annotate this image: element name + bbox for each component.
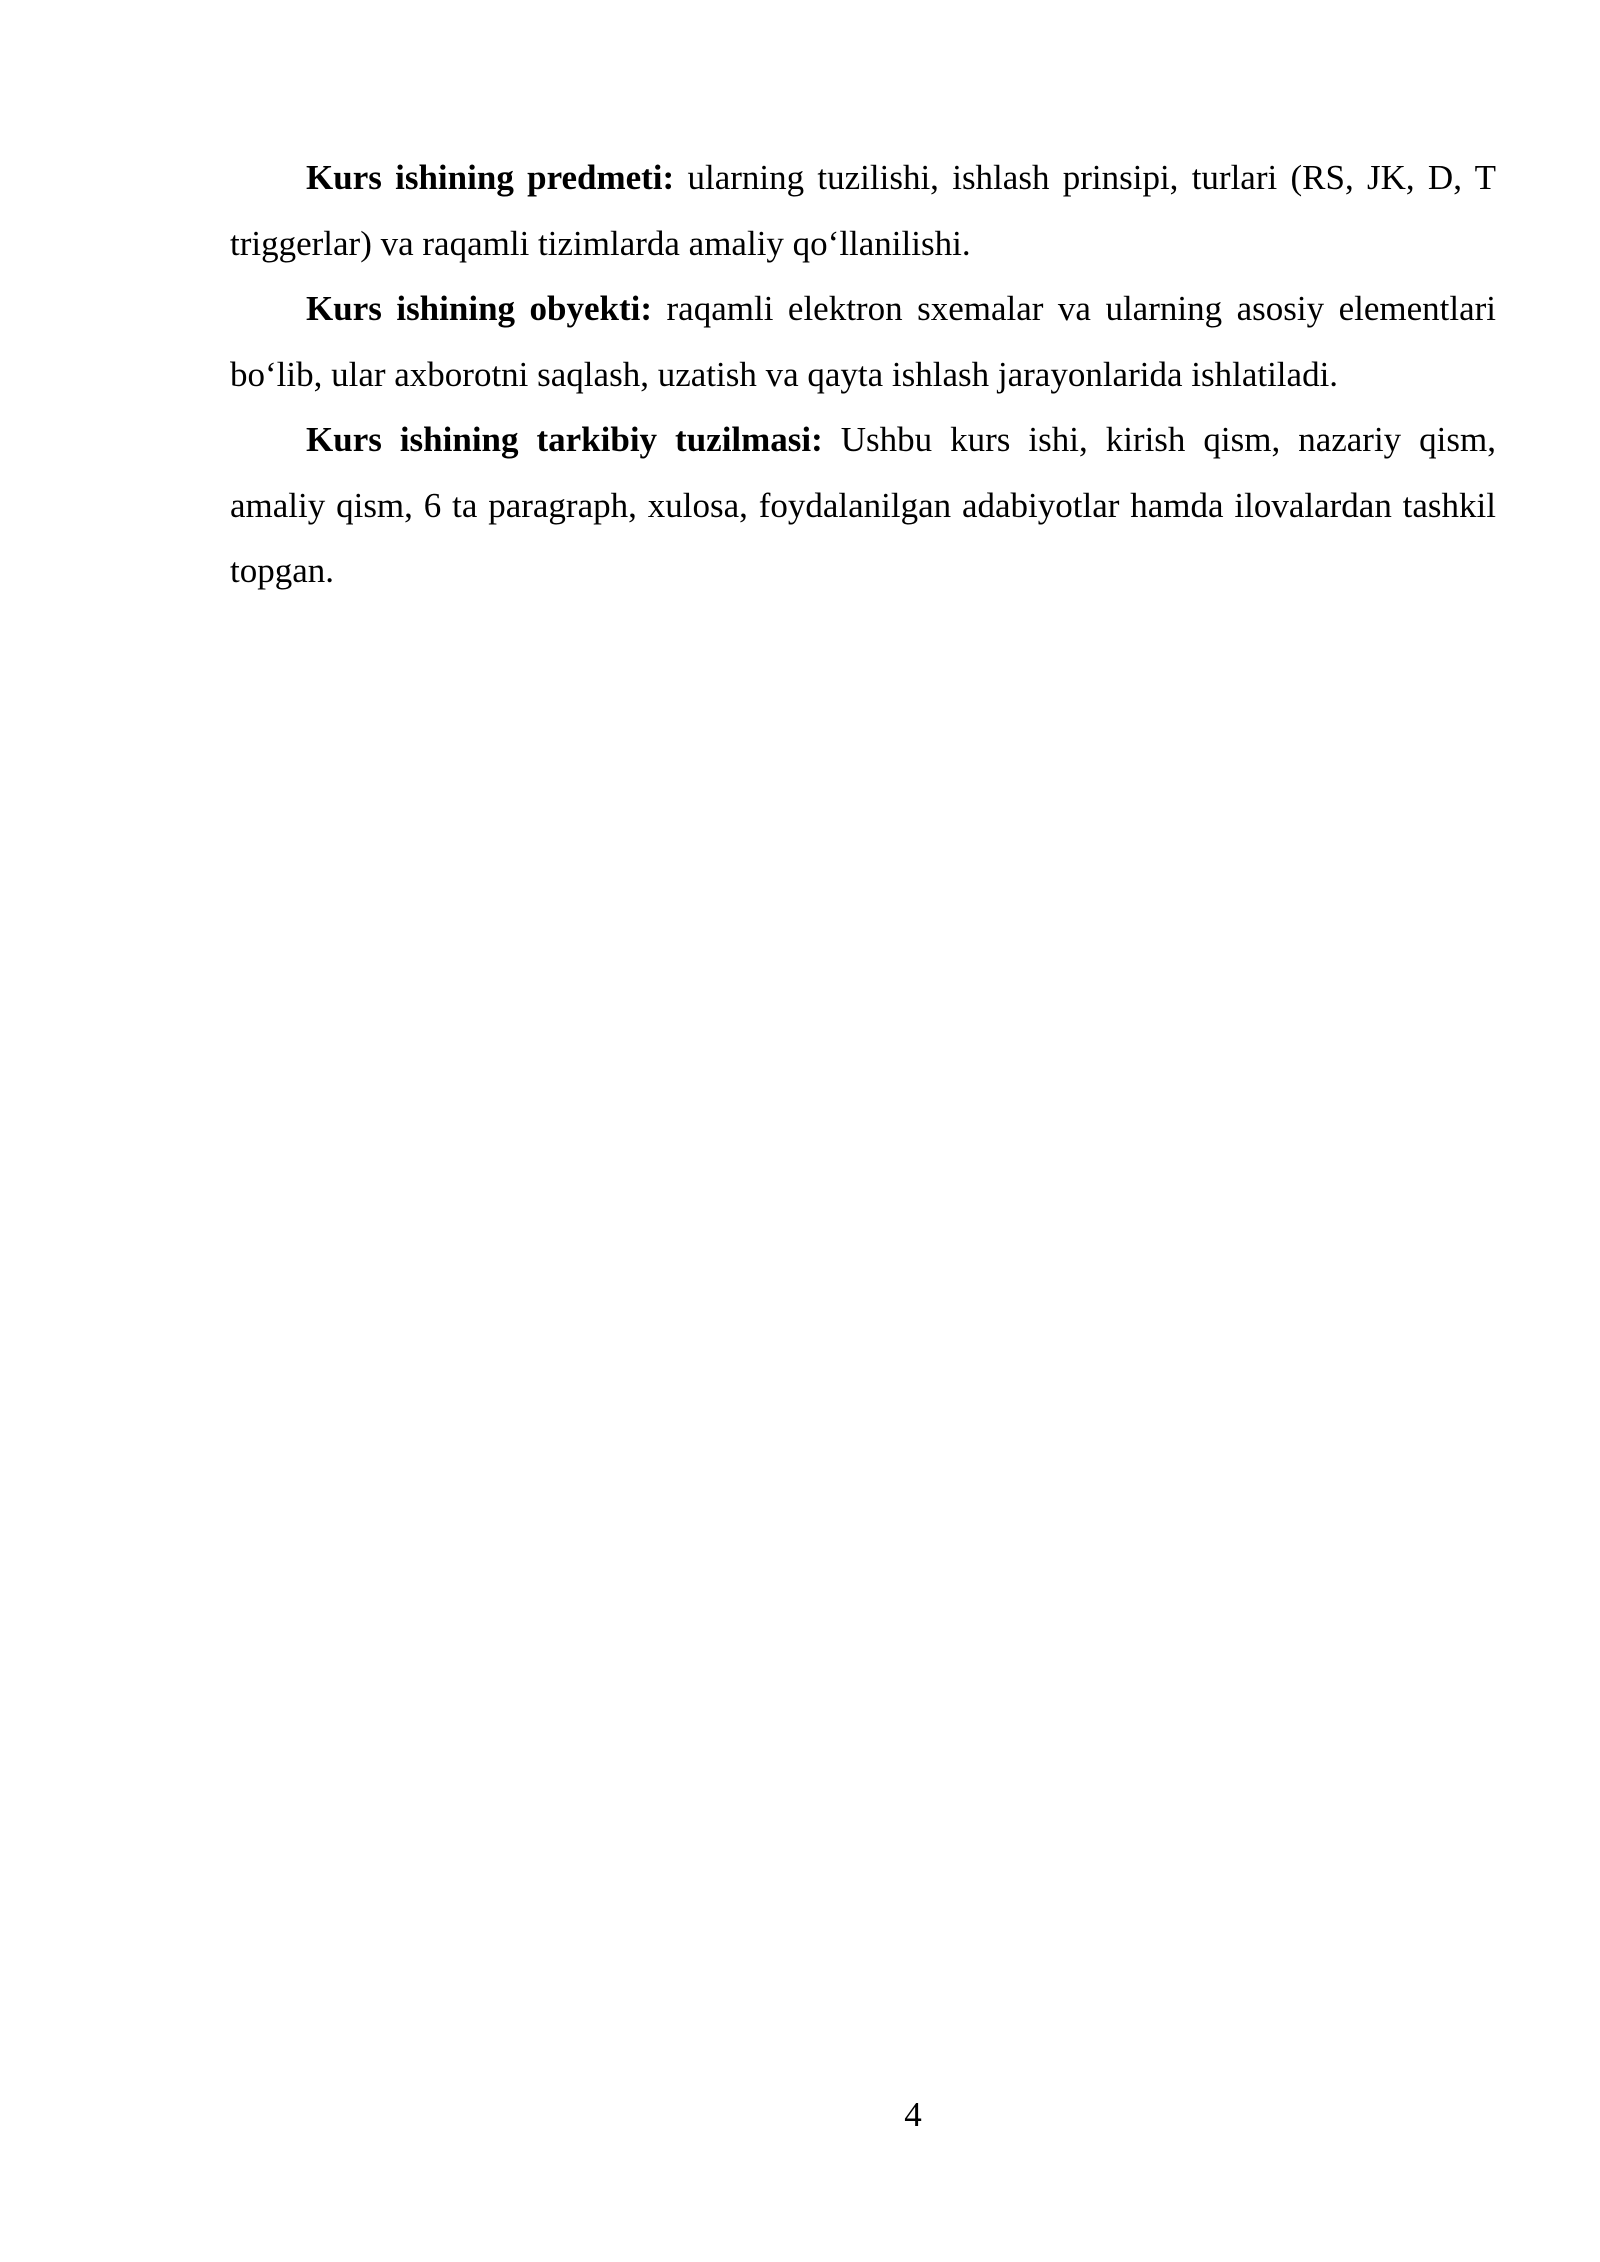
- paragraph-object-label: Kurs ishining obyekti:: [306, 289, 653, 328]
- body-text: [230, 145, 1496, 604]
- paragraph-structure: [230, 407, 1496, 604]
- paragraph-subject: [230, 145, 1496, 276]
- paragraph-object-text: raqamli elektron sxemalar va ularning asosiy elementlari bo‘lib, ular axborotni saqlash, uzatish va qayta ishlash jarayonlarida ishlatiladi.: [230, 289, 1496, 394]
- paragraph-subject-label: Kurs ishining predmeti:: [306, 158, 675, 197]
- paragraph-structure-label: Kurs ishining tarkibiy tuzilmasi:: [306, 420, 823, 459]
- paragraph-subject-text: ularning tuzilishi, ishlash prinsipi, turlari (RS, JK, D, T triggerlar) va raqamli tizimlarda amaliy qo‘llanilishi.: [230, 158, 1496, 263]
- paragraph-structure-text: Ushbu kurs ishi, kirish qism, nazariy qism, amaliy qism, 6 ta paragraph, xulosa, foydalanilgan adabiyotlar hamda ilovalardan tashkil topgan.: [230, 420, 1496, 590]
- paragraph-object: [230, 276, 1496, 407]
- page-number: 4: [904, 2095, 922, 2134]
